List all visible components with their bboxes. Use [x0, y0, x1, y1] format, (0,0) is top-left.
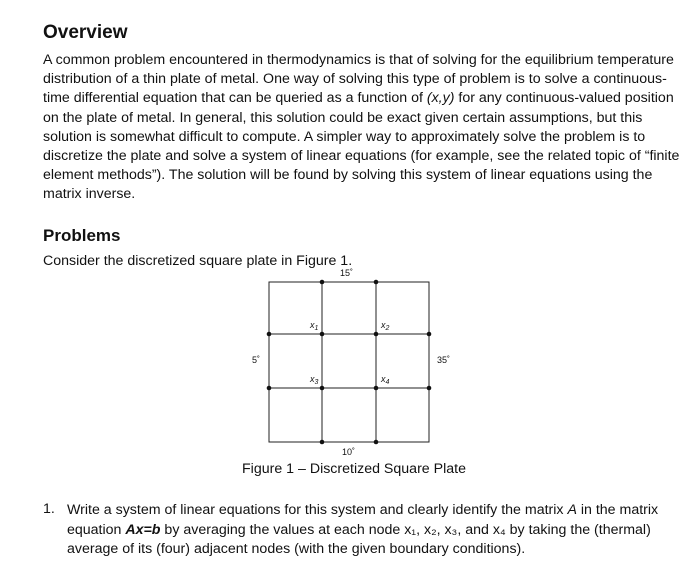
boundary-node-bottom-2	[374, 440, 379, 445]
node-x1	[320, 332, 325, 337]
node-x2	[374, 332, 379, 337]
boundary-node-right-2	[427, 386, 432, 391]
right-temperature-label: 35˚	[437, 355, 451, 365]
matrix-a-symbol: A	[567, 502, 577, 518]
x3-label: $x_3$	[310, 374, 319, 386]
question-1-text	[67, 501, 667, 560]
overview-text-2: for any continuous-valued position on the plate of metal. In general, this solution could be exact given certain assumptions, but this solution is somewhat difficult to compute. A simpler way to approximately solve the problem is to discretize the plate and solve a system of linear equations (for example, see the related topic of “finite element methods”). The solution will be found by solving this system of linear equations using the matrix inverse.	[43, 90, 680, 203]
left-temperature-label: 5˚	[252, 355, 261, 365]
overview-heading: Overview	[43, 22, 128, 43]
question-text-1: Write a system of linear equations for this system and clearly identify the matrix	[67, 502, 568, 518]
x1-label: $x_1$	[310, 320, 319, 332]
figure-caption: Figure 1 – Discretized Square Plate	[242, 461, 466, 477]
overview-text-1: A common problem encountered in thermodynamics is that of solving for the equilibrium temperature distribution of a thin plate of metal. One way of solving this type of problem is to solve a continuous-time differential equation that can be queried as a function of	[43, 52, 674, 107]
overview-paragraph	[43, 51, 683, 205]
overview-xy: (x,y)	[426, 90, 455, 107]
boundary-node-left-2	[267, 386, 272, 391]
bottom-temperature-label: 10˚	[342, 447, 356, 457]
node-x4	[374, 386, 379, 391]
x4-label: $x_4$	[381, 374, 390, 386]
boundary-node-bottom-1	[320, 440, 325, 445]
question-text-2: in the matrix equation	[67, 502, 659, 538]
question-number: 1.	[43, 501, 55, 517]
matrix-equation: Ax=b	[125, 521, 161, 538]
problems-intro: Consider the discretized square plate in Figure 1.	[43, 253, 353, 269]
boundary-node-top-2	[374, 280, 379, 285]
boundary-node-left-1	[267, 332, 272, 337]
node-x3	[320, 386, 325, 391]
plate-border	[269, 282, 429, 442]
x2-label: $x_2$	[381, 320, 390, 332]
discretized-plate-figure	[240, 262, 470, 462]
top-temperature-label: 15˚	[340, 268, 354, 278]
boundary-node-top-1	[320, 280, 325, 285]
boundary-node-right-1	[427, 332, 432, 337]
question-text-3: by averaging the values at each node x₁, x₂, x₃, and x₄ by taking the (thermal) average of its (four) adjacent nodes (with the given boundary conditions).	[67, 521, 651, 557]
problems-heading: Problems	[43, 226, 121, 245]
